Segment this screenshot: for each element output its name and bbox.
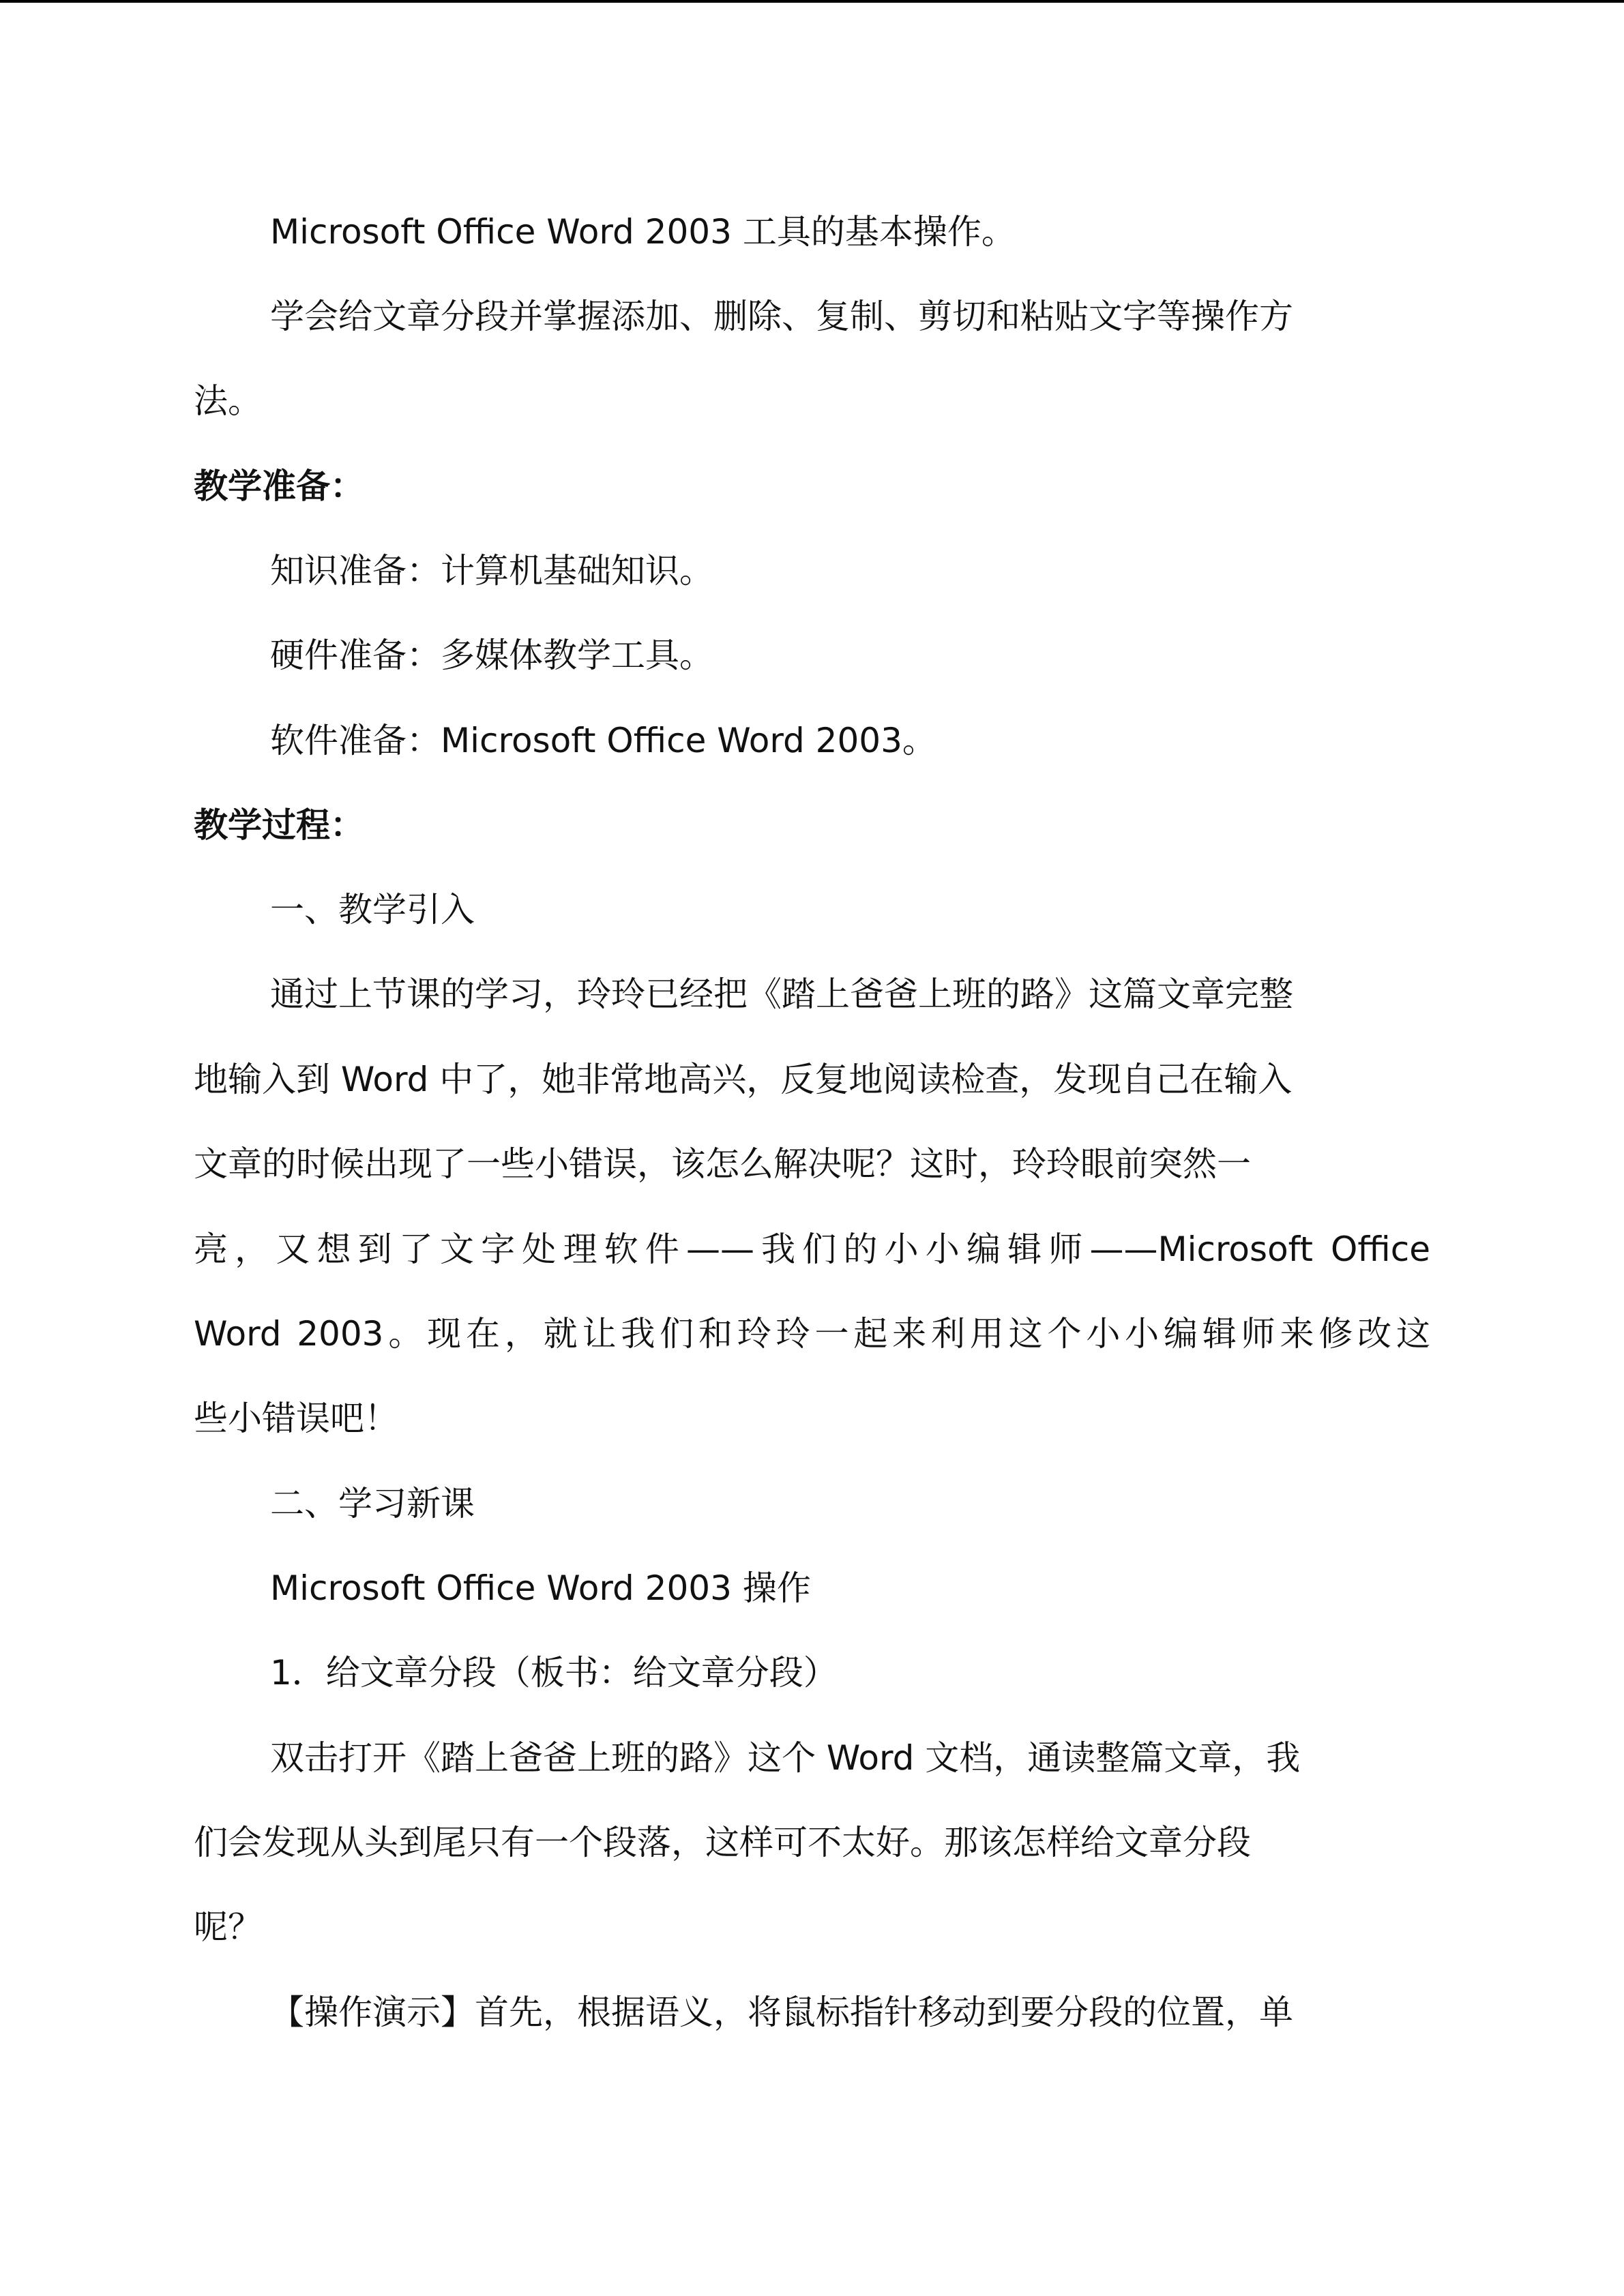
paragraph-line: 双击打开《踏上爸爸上班的路》这个 Word 文档，通读整篇文章，我 xyxy=(270,1738,1301,1778)
paragraph-line: 通过上节课的学习，玲玲已经把《踏上爸爸上班的路》这篇文章完整 xyxy=(270,974,1293,1014)
paragraph-line: Microsoft Office Word 2003 工具的基本操作。 xyxy=(270,212,1016,252)
section-heading: 教学过程： xyxy=(194,805,364,845)
section-heading: 教学准备： xyxy=(194,466,364,506)
paragraph-line: Word 2003。现在，就让我们和玲玲一起来利用这个小小编辑师来修改这 xyxy=(194,1314,1430,1354)
paragraph-line: 们会发现从头到尾只有一个段落，这样可不太好。那该怎样给文章分段 xyxy=(194,1823,1251,1862)
paragraph-line: 法。 xyxy=(194,381,262,421)
paragraph-line: Microsoft Office Word 2003 操作 xyxy=(270,1568,811,1608)
paragraph-line: 软件准备：Microsoft Office Word 2003。 xyxy=(270,721,936,760)
subsection-heading: 二、学习新课 xyxy=(270,1484,475,1523)
paragraph-line: 硬件准备：多媒体教学工具。 xyxy=(270,636,713,675)
paragraph-line: 些小错误吧！ xyxy=(194,1399,398,1438)
paragraph-line: 呢？ xyxy=(194,1907,262,1947)
paragraph-line: 亮，又想到了文字处理软件——我们的小小编辑师——Microsoft Office xyxy=(194,1229,1430,1269)
paragraph-line: 1．给文章分段（板书：给文章分段） xyxy=(270,1653,838,1693)
paragraph-line: 文章的时候出现了一些小错误，该怎么解决呢？这时，玲玲眼前突然一 xyxy=(194,1144,1251,1184)
paragraph-line: 知识准备：计算机基础知识。 xyxy=(270,551,713,591)
paragraph-line: 地输入到 Word 中了，她非常地高兴，反复地阅读检查，发现自己在输入 xyxy=(194,1060,1293,1099)
subsection-heading: 一、教学引入 xyxy=(270,890,475,929)
paragraph-line: 【操作演示】首先，根据语义，将鼠标指针移动到要分段的位置，单 xyxy=(270,1993,1293,2032)
paragraph-line: 学会给文章分段并掌握添加、删除、复制、剪切和粘贴文字等操作方 xyxy=(270,297,1293,336)
